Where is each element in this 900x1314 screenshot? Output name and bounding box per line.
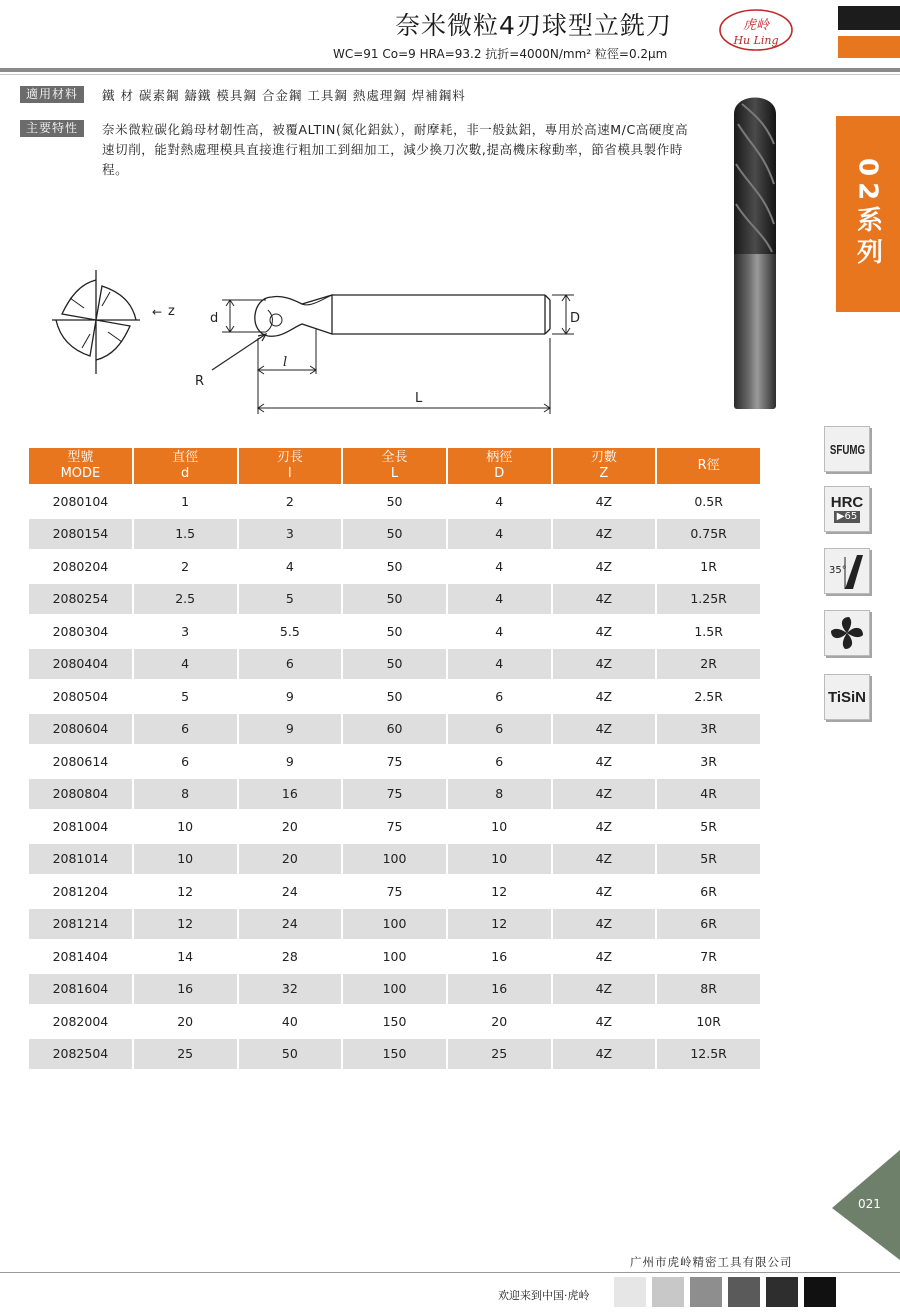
table-cell: 2080614 xyxy=(29,744,132,777)
table-cell: 20 xyxy=(448,1004,551,1037)
helix-angle-graphic xyxy=(827,551,867,591)
table-cell: 4Z xyxy=(553,517,656,550)
table-cell: 2080104 xyxy=(29,484,132,517)
table-cell: 12 xyxy=(448,874,551,907)
table-row xyxy=(29,647,760,680)
svg-text:←: ← xyxy=(152,305,163,319)
column-header-cn: 全長 xyxy=(381,450,408,465)
header-divider-thin xyxy=(0,74,900,75)
table-cell: 2081404 xyxy=(29,939,132,972)
table-cell: 4Z xyxy=(553,712,656,745)
table-cell: 3R xyxy=(657,744,760,777)
table-cell: 4Z xyxy=(553,484,656,517)
table-cell: 6R xyxy=(657,874,760,907)
table-cell: 75 xyxy=(343,744,446,777)
materials-text: 鐵 材 碳素鋼 鑄鐵 模具鋼 合金鋼 工具鋼 熱處理鋼 焊補鋼料 xyxy=(102,88,466,103)
table-cell: 4 xyxy=(448,614,551,647)
table-cell: 12.5R xyxy=(657,1037,760,1070)
tool-drawing xyxy=(40,262,580,427)
column-header-en: Z xyxy=(599,466,609,481)
label-R: R xyxy=(195,374,205,389)
table-cell: 9 xyxy=(239,744,342,777)
table-cell: 8R xyxy=(657,972,760,1005)
table-cell: 5R xyxy=(657,842,760,875)
sfumg-icon-label: SFUMG xyxy=(829,441,865,457)
table-cell: 25 xyxy=(134,1037,237,1070)
table-cell: 4Z xyxy=(553,842,656,875)
end-mill-outline xyxy=(255,295,550,336)
table-cell: 60 xyxy=(343,712,446,745)
table-cell: 12 xyxy=(448,907,551,940)
svg-text:35°: 35° xyxy=(829,565,847,576)
table-cell: 0.75R xyxy=(657,517,760,550)
column-header-en: l xyxy=(288,466,292,481)
column-header xyxy=(239,448,342,484)
table-row xyxy=(29,939,760,972)
table-cell: 1 xyxy=(134,484,237,517)
table-cell: 2080404 xyxy=(29,647,132,680)
column-header-en: D xyxy=(494,466,505,481)
column-header-cn: 刃長 xyxy=(276,450,303,465)
color-swatch xyxy=(690,1277,722,1307)
label-D: D xyxy=(570,311,580,326)
table-row xyxy=(29,712,760,745)
table-cell: 2082504 xyxy=(29,1037,132,1070)
table-cell: 2080604 xyxy=(29,712,132,745)
sfumg-icon xyxy=(824,426,870,472)
table-cell: 2 xyxy=(239,484,342,517)
table-row xyxy=(29,679,760,712)
company-name: 广州市虎岭精密工具有限公司 xyxy=(630,1255,793,1269)
table-row xyxy=(29,1037,760,1070)
table-cell: 12 xyxy=(134,907,237,940)
brand-logo xyxy=(718,8,794,52)
footer-divider xyxy=(0,1272,900,1273)
column-header xyxy=(29,448,132,484)
color-swatch xyxy=(804,1277,836,1307)
hrc-icon-label: HRC xyxy=(830,494,864,511)
corner-bar-orange xyxy=(838,36,900,58)
welcome-text: 欢迎来到中国·虎岭 xyxy=(498,1289,590,1302)
column-header xyxy=(134,448,237,484)
table-cell: 5 xyxy=(134,679,237,712)
table-cell: 10 xyxy=(134,809,237,842)
table-cell: 9 xyxy=(239,712,342,745)
table-cell: 4Z xyxy=(553,614,656,647)
table-cell: 16 xyxy=(239,777,342,810)
column-header-cn: 柄徑 xyxy=(486,450,513,465)
table-cell: 2080254 xyxy=(29,582,132,615)
table-cell: 2080504 xyxy=(29,679,132,712)
table-row xyxy=(29,582,760,615)
column-header xyxy=(657,448,760,484)
table-cell: 24 xyxy=(239,874,342,907)
table-cell: 150 xyxy=(343,1037,446,1070)
table-cell: 4 xyxy=(448,647,551,680)
table-cell: 2081014 xyxy=(29,842,132,875)
table-cell: 4Z xyxy=(553,874,656,907)
table-row xyxy=(29,809,760,842)
materials-tag: 適用材料 xyxy=(20,86,84,103)
label-L: L xyxy=(415,391,423,406)
table-cell: 50 xyxy=(239,1037,342,1070)
table-cell: 2081004 xyxy=(29,809,132,842)
features-text: 奈米微粒碳化鎢母材韌性高，被覆ALTIN(氮化鋁鈦），耐摩耗，非一般鈦鋁，專用於高速M/C高硬度高速切削，能對熱處理模具直接進行粗加工到細加工，減少換刀次數,提高機床稼動率，節省模具製作時程。 xyxy=(102,122,689,177)
table-row xyxy=(29,972,760,1005)
table-cell: 2 xyxy=(134,549,237,582)
column-header-en: d xyxy=(181,466,190,481)
table-cell: 2R xyxy=(657,647,760,680)
helix-35-icon xyxy=(824,548,870,594)
material-spec-line: WC=91 Co=9 HRA=93.2 抗折=4000N/mm² 粒徑=0.2μm xyxy=(333,47,668,61)
logo-chinese: 虎岭 xyxy=(742,18,770,33)
table-cell: 4Z xyxy=(553,744,656,777)
table-cell: 2082004 xyxy=(29,1004,132,1037)
header-divider xyxy=(0,68,900,72)
table-cell: 14 xyxy=(134,939,237,972)
column-header-cn: 刃數 xyxy=(590,450,617,465)
table-cell: 50 xyxy=(343,614,446,647)
table-cell: 50 xyxy=(343,484,446,517)
table-cell: 2080154 xyxy=(29,517,132,550)
table-cell: 4Z xyxy=(553,939,656,972)
color-swatch xyxy=(614,1277,646,1307)
table-cell: 4R xyxy=(657,777,760,810)
table-cell: 4Z xyxy=(553,549,656,582)
table-cell: 2080304 xyxy=(29,614,132,647)
table-cell: 100 xyxy=(343,972,446,1005)
table-cell: 10R xyxy=(657,1004,760,1037)
table-cell: 40 xyxy=(239,1004,342,1037)
table-cell: 2081204 xyxy=(29,874,132,907)
table-cell: 6 xyxy=(448,712,551,745)
table-cell: 4 xyxy=(239,549,342,582)
table-cell: 75 xyxy=(343,874,446,907)
table-cell: 1.25R xyxy=(657,582,760,615)
page-number: 021 xyxy=(858,1197,881,1211)
table-cell: 2080204 xyxy=(29,549,132,582)
table-cell: 100 xyxy=(343,939,446,972)
table-cell: 16 xyxy=(448,939,551,972)
table-cell: 4Z xyxy=(553,809,656,842)
table-cell: 8 xyxy=(134,777,237,810)
series-tab xyxy=(836,116,900,312)
column-header xyxy=(553,448,656,484)
column-header-cn: 直徑 xyxy=(172,450,199,465)
table-cell: 6 xyxy=(448,744,551,777)
table-cell: 10 xyxy=(134,842,237,875)
label-z: z xyxy=(168,304,175,319)
spec-table xyxy=(27,448,762,1069)
table-cell: 50 xyxy=(343,549,446,582)
table-cell: 20 xyxy=(239,842,342,875)
table-cell: 6 xyxy=(239,647,342,680)
table-cell: 6 xyxy=(134,744,237,777)
table-cell: 5.5 xyxy=(239,614,342,647)
table-cell: 3 xyxy=(134,614,237,647)
table-cell: 150 xyxy=(343,1004,446,1037)
table-cell: 6 xyxy=(448,679,551,712)
table-cell: 3 xyxy=(239,517,342,550)
table-row xyxy=(29,614,760,647)
table-cell: 32 xyxy=(239,972,342,1005)
table-cell: 8 xyxy=(448,777,551,810)
column-header-en: MODE xyxy=(60,466,101,481)
table-cell: 20 xyxy=(134,1004,237,1037)
table-cell: 4 xyxy=(448,517,551,550)
table-cell: 75 xyxy=(343,809,446,842)
hrc-icon xyxy=(824,486,870,532)
table-cell: 6 xyxy=(134,712,237,745)
four-flute-icon xyxy=(824,610,870,656)
table-cell: 28 xyxy=(239,939,342,972)
four-flute-graphic xyxy=(827,613,867,653)
table-cell: 4Z xyxy=(553,647,656,680)
table-cell: 12 xyxy=(134,874,237,907)
hrc-icon-value: ▶65 xyxy=(834,511,860,523)
table-cell: 2081214 xyxy=(29,907,132,940)
table-cell: 5 xyxy=(239,582,342,615)
table-body xyxy=(29,484,760,1069)
table-cell: 4Z xyxy=(553,1004,656,1037)
table-row xyxy=(29,484,760,517)
table-row xyxy=(29,1004,760,1037)
color-swatch xyxy=(652,1277,684,1307)
end-mill-photo xyxy=(720,84,790,420)
table-cell: 5R xyxy=(657,809,760,842)
table-cell: 9 xyxy=(239,679,342,712)
color-swatch xyxy=(766,1277,798,1307)
table-cell: 20 xyxy=(239,809,342,842)
table-cell: 4Z xyxy=(553,1037,656,1070)
table-cell: 75 xyxy=(343,777,446,810)
tisin-icon xyxy=(824,674,870,720)
table-cell: 24 xyxy=(239,907,342,940)
table-row xyxy=(29,549,760,582)
column-header xyxy=(343,448,446,484)
table-cell: 50 xyxy=(343,679,446,712)
table-cell: 4 xyxy=(448,549,551,582)
table-cell: 4Z xyxy=(553,679,656,712)
column-header-cn: R徑 xyxy=(697,458,720,473)
table-row xyxy=(29,907,760,940)
table-row xyxy=(29,777,760,810)
table-cell: 16 xyxy=(134,972,237,1005)
features-tag: 主要特性 xyxy=(20,120,84,137)
table-cell: 6R xyxy=(657,907,760,940)
table-cell: 7R xyxy=(657,939,760,972)
table-cell: 4Z xyxy=(553,972,656,1005)
corner-bar-dark xyxy=(838,6,900,30)
column-header-en: L xyxy=(390,466,399,481)
table-row xyxy=(29,874,760,907)
table-cell: 1R xyxy=(657,549,760,582)
column-header xyxy=(448,448,551,484)
table-cell: 4Z xyxy=(553,777,656,810)
tisin-icon-label: TiSiN xyxy=(827,688,867,706)
table-cell: 100 xyxy=(343,842,446,875)
series-label: 02系列 xyxy=(852,157,883,271)
label-d: d xyxy=(210,311,219,326)
page-title: 奈米微粒4刃球型立銑刀 xyxy=(395,11,672,40)
table-cell: 4 xyxy=(134,647,237,680)
table-cell: 10 xyxy=(448,842,551,875)
table-cell: 100 xyxy=(343,907,446,940)
table-cell: 2.5R xyxy=(657,679,760,712)
table-cell: 4Z xyxy=(553,582,656,615)
table-cell: 4Z xyxy=(553,907,656,940)
table-cell: 2.5 xyxy=(134,582,237,615)
cross-section-icon xyxy=(52,270,140,374)
table-cell: 4 xyxy=(448,582,551,615)
table-row xyxy=(29,744,760,777)
color-swatch xyxy=(728,1277,760,1307)
logo-latin: Hu Ling xyxy=(733,34,779,47)
table-row xyxy=(29,842,760,875)
page-corner-triangle xyxy=(812,1150,900,1260)
table-cell: 3R xyxy=(657,712,760,745)
table-cell: 25 xyxy=(448,1037,551,1070)
table-header-row xyxy=(29,448,760,484)
table-cell: 50 xyxy=(343,647,446,680)
column-header-cn: 型號 xyxy=(67,450,94,465)
table-row xyxy=(29,517,760,550)
label-l: l xyxy=(283,355,288,370)
table-cell: 50 xyxy=(343,517,446,550)
table-cell: 4 xyxy=(448,484,551,517)
table-cell: 1.5R xyxy=(657,614,760,647)
table-cell: 2080804 xyxy=(29,777,132,810)
table-cell: 1.5 xyxy=(134,517,237,550)
table-cell: 2081604 xyxy=(29,972,132,1005)
table-cell: 0.5R xyxy=(657,484,760,517)
table-cell: 50 xyxy=(343,582,446,615)
table-cell: 10 xyxy=(448,809,551,842)
table-cell: 16 xyxy=(448,972,551,1005)
